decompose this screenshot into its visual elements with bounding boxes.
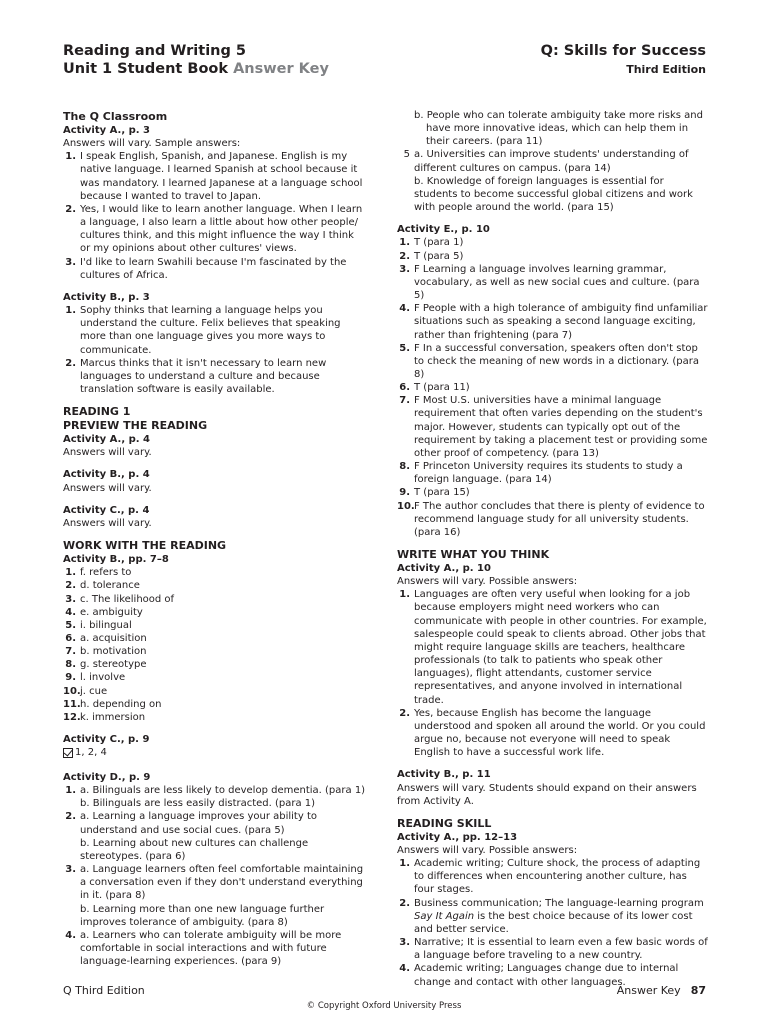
answer-a: a. Learning a language improves your ability to understand and use social cues. (para 5) <box>80 811 317 836</box>
answer-b: b. Learning about new cultures can challenge stereotypes. (para 6) <box>80 837 309 862</box>
italic-title: Say It Again <box>414 910 475 922</box>
list-item: 5 a. Universities can improve students' understanding of different cultures on campus. (para 14) <box>403 149 689 174</box>
list-item <box>397 460 709 486</box>
footer-page <box>617 984 706 997</box>
answer-b: b. Learning more than one new language further improves tolerance of ambiguity. (para 8) <box>80 903 325 928</box>
right-column <box>397 109 709 989</box>
activity-heading: Activity D., p. 9 <box>63 771 151 783</box>
item-text: Narrative; It is essential to learn even a few basic words of a language before traveling to a new country. <box>414 937 708 962</box>
activity-intro: Answers will vary. Sample answers: <box>63 138 241 150</box>
list-item: 2. Yes, I would like to learn another language. When I learn a language, I also learn a little about how other people/ cultures think, and this might influence the way I think or my opinions about other cultures' views. <box>65 203 363 255</box>
answer-a: a. Language learners often feel comfortable maintaining a conversation even if they don't understand everything in it. (para 8) <box>80 864 364 902</box>
item-number: 4. <box>399 303 410 315</box>
list-item <box>63 566 367 579</box>
item-number: 2. <box>65 580 76 592</box>
item-text: e. ambiguity <box>80 606 143 618</box>
item-number: 6. <box>65 633 76 644</box>
item-text: a. acquisition <box>80 633 147 644</box>
activity-heading: Activity A., p. 3 <box>63 125 151 136</box>
item-text: F In a successful conversation, speakers often don't stop to check the meaning of new words in a dictionary. (para 8) <box>414 342 699 380</box>
section-heading: READING SKILL <box>397 816 492 830</box>
list-item: 1. I speak English, Spanish, and Japanese. English is my native language. I learned Spanish at school because it was mandatory. I learned Japanese at a language school because I wanted to travel to Japan. <box>65 151 363 202</box>
page-header-left <box>63 42 329 79</box>
item-text: i. bilingual <box>80 619 132 631</box>
list-item <box>63 784 367 810</box>
item-text: b. motivation <box>80 646 147 658</box>
page-number: 87 <box>690 984 706 997</box>
edition-label: Third Edition <box>626 63 706 76</box>
answer-a: a. Bilinguals are less likely to develop dementia. (para 1) <box>80 785 366 797</box>
item-number: 10. <box>397 500 415 512</box>
copyright-notice: © Copyright Oxford University Press <box>306 1001 462 1011</box>
item-number: 8. <box>65 659 76 671</box>
item-text: f. refers to <box>80 567 132 579</box>
true-false-list <box>397 236 709 539</box>
list-item <box>63 658 367 671</box>
item-text: h. depending on <box>80 698 162 710</box>
item-number: 4. <box>65 929 76 941</box>
item-text: T (para 5) <box>414 250 464 262</box>
activity-heading: Activity E., p. 10 <box>397 224 490 236</box>
list-item <box>63 685 367 698</box>
activity-heading: Activity C., p. 9 <box>63 734 150 746</box>
item-number: 4. <box>399 963 410 975</box>
item-text: F People with a high tolerance of ambiguity find unfamiliar situations such as speaking a second language exciting, rather than frightening (para 7) <box>414 303 708 341</box>
item-number: 2. <box>399 897 410 909</box>
list-item <box>397 381 709 394</box>
item-number: 3. <box>65 593 76 605</box>
item-answers <box>80 929 367 968</box>
item-text: T (para 11) <box>414 382 470 394</box>
section-heading: WORK WITH THE READING <box>63 539 227 553</box>
item-text: d. tolerance <box>80 580 140 592</box>
answer-a: a. Learners who can tolerate ambiguity will be more comfortable in social interactions and with future language-learning experiences. (para 9) <box>80 929 342 968</box>
item-number: 5. <box>65 619 76 631</box>
list-item <box>63 671 367 684</box>
item-answers <box>80 863 367 929</box>
series-title: Q: Skills for Success <box>540 43 706 59</box>
checked-answers: 1, 2, 4 <box>63 746 107 759</box>
answer-b: b. Bilinguals are less easily distracted. (para 1) <box>80 798 316 810</box>
item-number: 1. <box>65 567 76 579</box>
list-item: 1. Languages are often very useful when looking for a job because employers might need workers who can communicate with people in other countries. For example, salespeople could speak to clients abroad. Other jobs that might require language skills are teachers, healthcare professionals (to talk to patients who speak other languages), flight attendants, customer service representatives, and anyone involved in international trade. <box>399 589 707 706</box>
item-number: 7. <box>399 395 410 407</box>
activity-heading: Activity B., p. 4 <box>63 469 150 481</box>
page-header-right <box>541 42 706 79</box>
item-text: k. immersion <box>80 711 146 723</box>
activity-heading: Activity A., pp. 12–13 <box>397 831 518 843</box>
item-number: 3. <box>399 263 410 275</box>
activity-heading: Activity A., p. 4 <box>63 434 151 446</box>
item-answers <box>80 810 367 863</box>
matching-list <box>63 566 367 724</box>
item-number: 9. <box>399 487 410 499</box>
footer-edition: Q Third Edition <box>63 984 145 997</box>
item-number: 2. <box>65 811 76 823</box>
item-number: 8. <box>399 461 410 473</box>
activity-text: Answers will vary. Students should expand on their answers from Activity A. <box>397 782 697 807</box>
list-item <box>63 698 367 711</box>
item-text: c. The likelihood of <box>80 593 175 605</box>
activity-heading: Activity B., p. 3 <box>63 291 150 303</box>
activity-heading: Activity C., p. 4 <box>63 504 150 516</box>
item-number: 12. <box>63 711 81 723</box>
list-item: b. People who can tolerate ambiguity take more risks and have more innovative ideas, which can help them in their careers. (para 11) <box>414 110 703 148</box>
unit-title-bold: Unit 1 Student Book <box>63 61 229 77</box>
item-number: 1. <box>399 237 410 249</box>
checkbox-icon <box>63 748 73 758</box>
list-item <box>397 857 709 896</box>
item-text: F The author concludes that there is plenty of evidence to recommend language study for all university students. (para 16) <box>414 500 705 538</box>
item-number: 2. <box>399 250 410 262</box>
item-text: F Princeton University requires its students to study a foreign language. (para 14) <box>414 461 683 486</box>
item-text: T (para 1) <box>414 237 464 249</box>
item-number: 11. <box>63 698 81 710</box>
list-item <box>397 342 709 381</box>
item-number: 10. <box>63 685 81 697</box>
list-item <box>63 619 367 632</box>
genre-answer-list <box>397 857 709 989</box>
list-item <box>63 593 367 606</box>
left-column <box>63 110 367 968</box>
item-number: 4. <box>65 606 76 618</box>
item-answers <box>80 784 367 810</box>
item-text: F Most U.S. universities have a minimal language requirement that often varies depending on the student's major. However, students can typically opt out of the requirement by taking a placement test or providing some other proof of competency. (para 13) <box>414 395 708 459</box>
item-number: 1. <box>65 785 76 797</box>
item-number: 1. <box>399 858 410 870</box>
activity-heading: Activity B., pp. 7–8 <box>63 554 169 566</box>
list-item <box>63 579 367 592</box>
item-number: 3. <box>399 937 410 949</box>
section-heading: READING 1 <box>63 405 131 419</box>
footer-label: Answer Key <box>616 984 681 997</box>
list-item <box>63 711 367 724</box>
item-number: 6. <box>399 382 410 394</box>
list-item: 3. I'd like to learn Swahili because I'm fascinated by the cultures of Africa. <box>65 256 347 281</box>
activity-heading: Activity B., p. 11 <box>397 769 491 781</box>
item-text: g. stereotype <box>80 659 147 671</box>
list-item <box>397 236 709 249</box>
section-heading: The Q Classroom <box>63 110 168 123</box>
item-number: 5. <box>399 342 410 354</box>
item-text: Business communication; The language-learning program Say It Again is the best choice because of its lower cost and better service. <box>414 897 704 935</box>
item-text: Academic writing; Culture shock, the process of adapting to differences when encountering another culture, has four stages. <box>414 858 701 896</box>
list-item <box>397 394 709 460</box>
list-item <box>397 486 709 499</box>
list-item: 1. Sophy thinks that learning a language helps you understand the culture. Felix believes that speaking more than one language gives you more ways to communicate. <box>65 305 341 356</box>
book-title: Reading and Writing 5 <box>63 43 247 59</box>
list-item <box>397 263 709 302</box>
list-item <box>397 897 709 936</box>
activity-intro: Answers will vary. Possible answers: <box>397 576 578 588</box>
list-item <box>63 863 367 929</box>
list-item <box>397 936 709 962</box>
list-item <box>397 250 709 263</box>
list-item <box>63 929 367 968</box>
activity-text: Answers will vary. <box>63 447 152 459</box>
list-item <box>63 645 367 658</box>
list-item <box>63 632 367 645</box>
item-text: T (para 15) <box>414 487 470 499</box>
list-item: 2. Yes, because English has become the language understood and spoken all around the world. Or you could argue no, because not everyone will need to speak English to have a successful work life. <box>399 707 706 759</box>
list-item <box>397 500 709 539</box>
list-item <box>63 810 367 863</box>
list-item: 2. Marcus thinks that it isn't necessary to learn new languages to understand a culture and because translation software is easily available. <box>65 357 327 395</box>
item-text: j. cue <box>80 685 108 697</box>
item-text: F Learning a language involves learning grammar, vocabulary, as well as new social cues and culture. (para 5) <box>414 263 700 302</box>
section-heading: WRITE WHAT YOU THINK <box>397 548 550 561</box>
item-number: 9. <box>65 672 76 684</box>
paired-answer-list <box>63 784 367 968</box>
list-item: b. Knowledge of foreign languages is essential for students to become successful global citizens and work with people around the world. (para 15) <box>414 175 693 214</box>
item-text: Academic writing; Languages change due to internal change and contact with other languages. <box>414 963 679 988</box>
list-item <box>63 606 367 619</box>
activity-text: Answers will vary. <box>63 482 152 494</box>
activity-text: Answers will vary. <box>63 517 152 529</box>
unit-title <box>63 60 329 79</box>
item-number: 7. <box>65 646 76 658</box>
list-item <box>397 302 709 341</box>
activity-heading: Activity A., p. 10 <box>397 563 491 574</box>
item-text: l. involve <box>80 672 126 684</box>
item-number: 3. <box>65 864 76 876</box>
section-heading: PREVIEW THE READING <box>63 419 208 433</box>
unit-title-grey: Answer Key <box>233 61 329 77</box>
activity-intro: Answers will vary. Possible answers: <box>397 844 578 856</box>
